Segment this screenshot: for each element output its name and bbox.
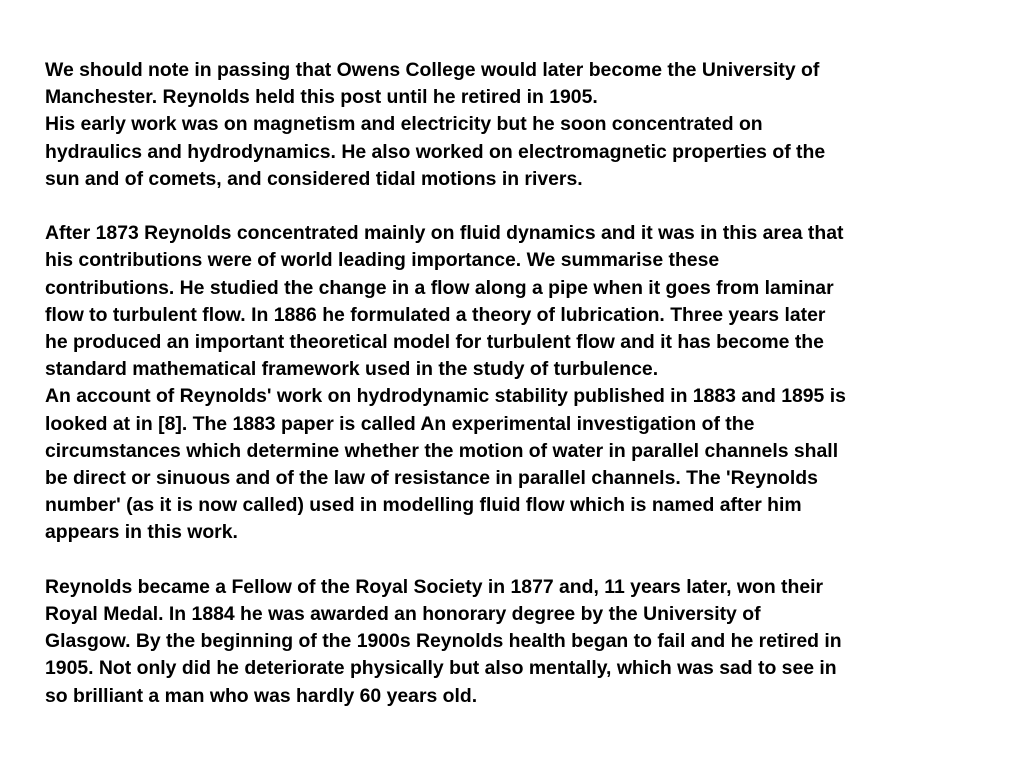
paragraph-hydrodynamic-stability (45, 383, 1005, 546)
text-line: Reynolds became a Fellow of the Royal Society in 1877 and, 11 years later, won their (45, 575, 824, 598)
paragraph-owens-college (45, 57, 1005, 111)
paragraph-early-work (45, 111, 1005, 193)
text-line: We should note in passing that Owens College would later become the University of (45, 59, 820, 81)
text-line: standard mathematical framework used in the study of turbulence. (45, 358, 659, 381)
text-line: be direct or sinuous and of the law of resistance in parallel channels. The 'Reynolds (45, 467, 818, 490)
text-line: circumstances which determine whether the motion of water in parallel channels shall (45, 439, 839, 462)
text-line: number' (as it is now called) used in modelling fluid flow which is named after him (45, 494, 802, 517)
text-line: An account of Reynolds' work on hydrodynamic stability published in 1883 and 1895 is (45, 385, 846, 408)
text-line: flow to turbulent flow. In 1886 he formulated a theory of lubrication. Three years later (45, 303, 826, 326)
text-line: his contributions were of world leading importance. We summarise these (45, 249, 720, 272)
paragraph-spacer (45, 547, 1005, 574)
text-line: hydraulics and hydrodynamics. He also worked on electromagnetic properties of the (45, 140, 826, 163)
text-line: Manchester. Reynolds held this post until he retired in 1905. (45, 86, 598, 109)
text-line: appears in this work. (45, 521, 238, 544)
paragraph-fluid-dynamics (45, 220, 1005, 383)
text-line: His early work was on magnetism and electricity but he soon concentrated on (45, 113, 763, 136)
paragraph-spacer (45, 193, 1005, 220)
body-text (45, 57, 1005, 710)
text-line: After 1873 Reynolds concentrated mainly on fluid dynamics and it was in this area that (45, 222, 844, 245)
text-line: so brilliant a man who was hardly 60 years old. (45, 684, 478, 707)
paragraph-royal-society (45, 574, 1005, 710)
text-line: sun and of comets, and considered tidal motions in rivers. (45, 167, 583, 190)
text-line: 1905. Not only did he deteriorate physically but also mentally, which was sad to see in (45, 657, 837, 680)
text-line: Glasgow. By the beginning of the 1900s Reynolds health began to fail and he retired in (45, 630, 842, 653)
text-line: Royal Medal. In 1884 he was awarded an honorary degree by the University of (45, 603, 761, 626)
text-line: contributions. He studied the change in a flow along a pipe when it goes from laminar (45, 276, 834, 299)
text-line: looked at in [8]. The 1883 paper is called An experimental investigation of the (45, 412, 755, 435)
text-line: he produced an important theoretical model for turbulent flow and it has become the (45, 331, 824, 354)
